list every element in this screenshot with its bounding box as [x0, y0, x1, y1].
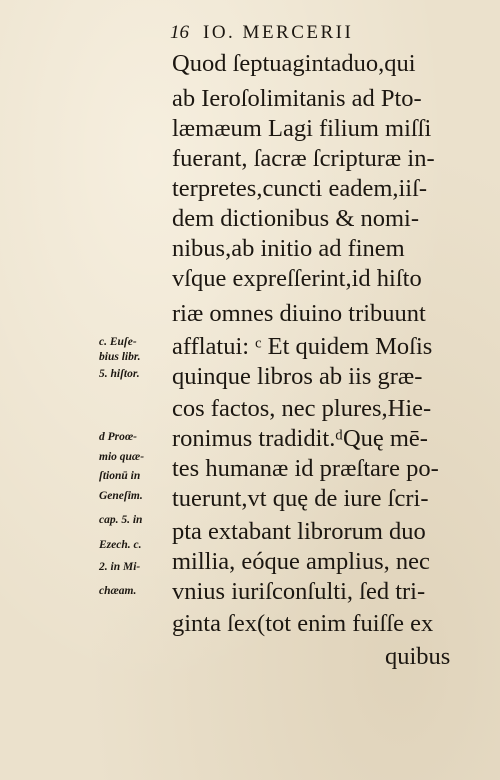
- margin-note: 2. in Mi-: [99, 561, 141, 573]
- text-line: quinque libros ab iis græ-: [172, 363, 423, 390]
- page-number: 16: [170, 22, 189, 43]
- margin-note: Geneſim.: [99, 490, 143, 502]
- text-line: ginta ſex(tot enim fuiſſe ex: [172, 610, 434, 637]
- text-line: vnius iuriſconſulti, ſed tri-: [172, 578, 426, 605]
- text-line: ab Ieroſolimitanis ad Pto-: [172, 85, 422, 112]
- text-line: fuerant, ſacræ ſcripturæ in-: [172, 145, 435, 172]
- text-line: terpretes,cuncti eadem,iiſ-: [172, 175, 428, 202]
- text-line: tes humanæ id præſtare po-: [172, 455, 439, 482]
- margin-note: ſtionū in: [99, 470, 141, 482]
- text-line: afflatui: ᶜ Et quidem Moſis: [172, 333, 433, 360]
- text-line: riæ omnes diuino tribuunt: [172, 300, 426, 327]
- margin-note: chæam.: [99, 585, 137, 597]
- running-header: [170, 22, 353, 44]
- margin-note: Ezech. c.: [99, 539, 142, 551]
- text-line: quibus: [385, 643, 451, 670]
- text-line: millia, eóque amplius, nec: [172, 548, 430, 575]
- running-head: IO. MERCERII: [203, 22, 354, 43]
- text-line: dem dictionibus & nomi-: [172, 205, 420, 232]
- text-line: pta extabant librorum duo: [172, 518, 426, 545]
- text-line: ronimus tradidit.ᵈQuę mē-: [172, 425, 428, 452]
- text-line: læmæum Lagi filium miſſi: [172, 115, 432, 142]
- margin-note: cap. 5. in: [99, 514, 143, 526]
- text-line: vſque expreſſerint,id hiſto: [172, 265, 422, 292]
- margin-note: bius libr.: [99, 351, 141, 363]
- margin-note: c. Euſe-: [99, 336, 137, 348]
- text-line: cos factos, nec plures,Hie-: [172, 395, 432, 422]
- text-line: Quod ſeptuagintaduo,qui: [172, 50, 416, 77]
- margin-note: mio quæ-: [99, 451, 145, 463]
- margin-note: 5. hiſtor.: [99, 368, 140, 380]
- margin-note: d Proœ-: [99, 431, 138, 443]
- text-line: tuerunt,vt quę de iure ſcri-: [172, 485, 429, 512]
- text-line: nibus,ab initio ad finem: [172, 235, 405, 262]
